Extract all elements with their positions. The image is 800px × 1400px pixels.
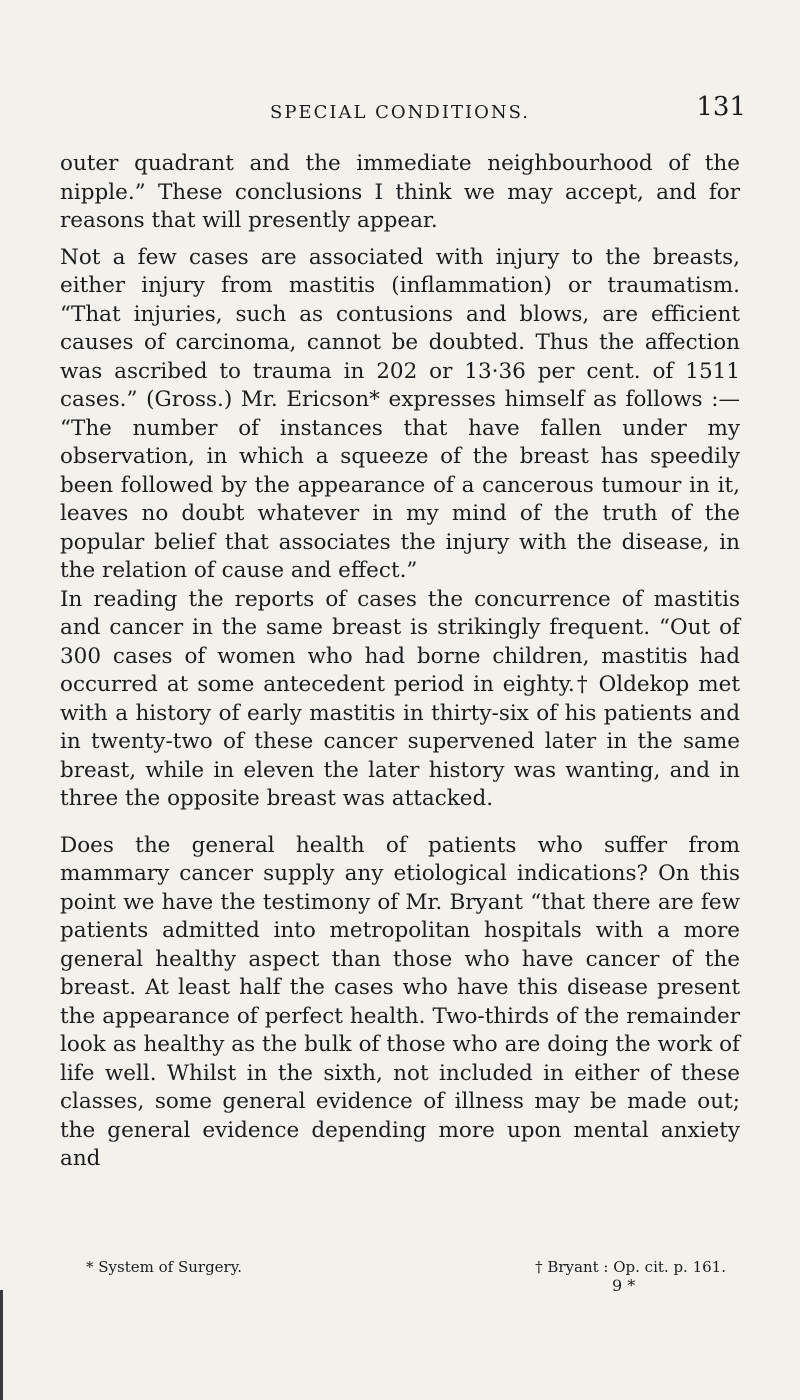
page-number: 131 — [696, 92, 746, 122]
paragraph: outer quadrant and the immediate neighbourhood of the nipple.” These conclusions I think we may accept, and for reasons that will presently appear. — [60, 151, 740, 233]
signature-mark: 9 * — [612, 1276, 636, 1295]
paragraph: In reading the reports of cases the concurrence of mastitis and cancer in the same breast is strikingly frequent. “Out of 300 cases of women who had borne children, mastitis had occurred at some antecedent period in eighty.† Oldekop met with a history of early mastitis in thirty-six of his patients and in twenty-two of these cancer supervened later in the same breast, while in eleven the later history was wanting, and in three the opposite breast was attacked. — [60, 586, 740, 811]
footnote-left: * System of Surgery. — [86, 1258, 242, 1276]
page-header — [0, 92, 800, 132]
body-text — [60, 150, 740, 1174]
footnotes — [86, 1258, 726, 1276]
page-edge-mark — [0, 1290, 3, 1400]
running-head: SPECIAL CONDITIONS. — [270, 102, 530, 123]
paragraph: Does the general health of patients who suffer from mammary cancer supply any etiological indications? On this point we have the testimony of Mr. Bryant “that there are few patients admitted into metropolitan hospitals with a more general healthy aspect than those who have cancer of the breast. At least half the cases who have this disease present the appearance of perfect health. Two-thirds of the remainder look as healthy as the bulk of those who are doing the work of life well. Whilst in the sixth, not included in either of these classes, some general evidence of illness may be made out; the general evidence depending more upon mental anxiety and — [60, 832, 740, 1171]
footnote-right: † Bryant : Op. cit. p. 161. — [535, 1258, 726, 1276]
paragraph: Not a few cases are associated with injury to the breasts, either injury from mastitis (inflammation) or traumatism. “That injuries, such as contusions and blows, are efficient causes of carcinoma, cannot be doubted. Thus the affection was ascribed to trauma in 202 or 13·36 per cent. of 1511 cases.” (Gross.) Mr. Ericson* expresses himself as follows :— “The number of instances that have fallen under my observation, in which a squeeze of the breast has speedily been followed by the appearance of a cancerous tumour in it, leaves no doubt whatever in my mind of the truth of the popular belief that associates the injury with the disease, in the relation of cause and effect.” — [60, 244, 740, 583]
